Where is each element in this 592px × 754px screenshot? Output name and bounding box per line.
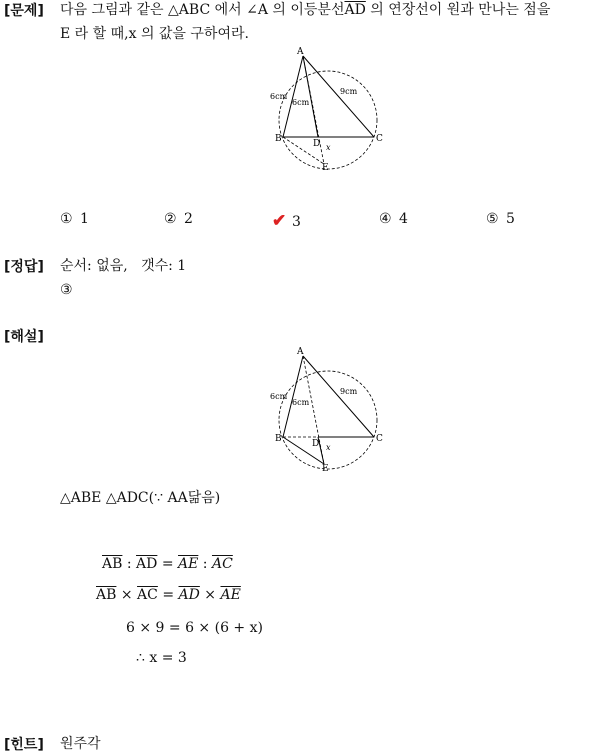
solution-figure bbox=[262, 344, 392, 474]
problem-line-1 bbox=[60, 0, 550, 20]
label-point-c: C bbox=[376, 134, 383, 144]
label-len-de: x bbox=[326, 143, 331, 152]
eq2-eq: = bbox=[157, 587, 179, 603]
check-icon: ✔ bbox=[272, 211, 287, 231]
label-len-ab: 6cm bbox=[270, 92, 288, 101]
choice-1[interactable] bbox=[60, 211, 89, 227]
label-point-a: A bbox=[297, 47, 304, 57]
choice-4-marker: ④ bbox=[379, 211, 392, 227]
similarity-statement: △ABE △ADC(∵ AA닮음) bbox=[60, 490, 221, 506]
sol-label-len-ac: 9cm bbox=[340, 387, 358, 396]
label-len-ad: 6cm bbox=[292, 98, 310, 107]
equation-2 bbox=[96, 587, 241, 603]
solution-label: [해설] bbox=[4, 329, 44, 345]
choice-3-value: 3 bbox=[292, 214, 301, 230]
sol-label-point-d: D bbox=[312, 439, 320, 449]
choice-3[interactable] bbox=[272, 211, 301, 231]
label-point-d: D bbox=[313, 139, 321, 149]
eq1-ab: $\overline{AB}$ bbox=[102, 556, 123, 572]
choice-4[interactable] bbox=[379, 211, 408, 227]
answer-label: [정답] bbox=[4, 259, 44, 275]
problem-line-2: E 라 할 때,x 의 값을 구하여라. bbox=[60, 26, 249, 42]
sol-label-point-b: B bbox=[275, 434, 282, 444]
answer-value: ③ bbox=[60, 282, 73, 298]
sol-label-len-ad: 6cm bbox=[292, 398, 310, 407]
sol-label-len-de: x bbox=[326, 443, 331, 452]
label-point-e: E bbox=[322, 163, 329, 172]
sol-label-point-a: A bbox=[297, 347, 304, 357]
hint-label: [힌트] bbox=[4, 737, 44, 753]
choice-2-marker: ② bbox=[164, 211, 177, 227]
eq2-ac: $\overline{AC}$ bbox=[137, 587, 158, 603]
eq1-ae: $\overline{AE}$ bbox=[178, 556, 199, 572]
problem-text-a: 다음 그림과 같은 △ABC 에서 ∠A 의 이등분선 bbox=[60, 2, 345, 18]
hint-text: 원주각 bbox=[60, 736, 101, 752]
eq2-times2: × bbox=[199, 587, 221, 603]
eq1-eq: = bbox=[157, 556, 179, 572]
sol-label-len-ab: 6cm bbox=[270, 392, 288, 401]
eq1-colon2: : bbox=[198, 556, 212, 572]
choice-4-value: 4 bbox=[399, 211, 408, 227]
choice-1-marker: ① bbox=[60, 211, 73, 227]
choice-5[interactable] bbox=[486, 211, 515, 227]
eq1-ac: $\overline{AC}$ bbox=[211, 556, 233, 572]
answer-order: 순서: 없음, 갯수: 1 bbox=[60, 258, 187, 274]
problem-label: [문제] bbox=[4, 3, 44, 19]
problem-text-b: 의 연장선이 원과 만나는 점을 bbox=[365, 2, 551, 18]
choice-1-value: 1 bbox=[80, 211, 89, 227]
eq2-ae: $\overline{AE}$ bbox=[220, 587, 241, 603]
choice-2-value: 2 bbox=[184, 211, 193, 227]
choice-5-value: 5 bbox=[506, 211, 515, 227]
label-len-ac: 9cm bbox=[340, 87, 358, 96]
equation-1 bbox=[102, 556, 233, 572]
eq1-ad: $\overline{AD}$ bbox=[136, 556, 158, 572]
eq2-ab: $\overline{AB}$ bbox=[96, 587, 117, 603]
choice-2[interactable] bbox=[164, 211, 193, 227]
eq2-times1: × bbox=[116, 587, 138, 603]
equation-3: 6 × 9 = 6 × (6 + x) bbox=[126, 620, 263, 636]
equation-4: ∴ x = 3 bbox=[136, 650, 187, 666]
sol-label-point-c: C bbox=[376, 434, 383, 444]
problem-figure bbox=[262, 44, 392, 172]
eq2-ad: $\overline{AD}$ bbox=[178, 587, 200, 603]
eq1-colon1: : bbox=[122, 556, 137, 572]
sol-label-point-e: E bbox=[322, 464, 329, 474]
choice-5-marker: ⑤ bbox=[486, 211, 499, 227]
segment-ad: $\overline{AD}$ bbox=[344, 2, 366, 18]
label-point-b: B bbox=[275, 134, 282, 144]
